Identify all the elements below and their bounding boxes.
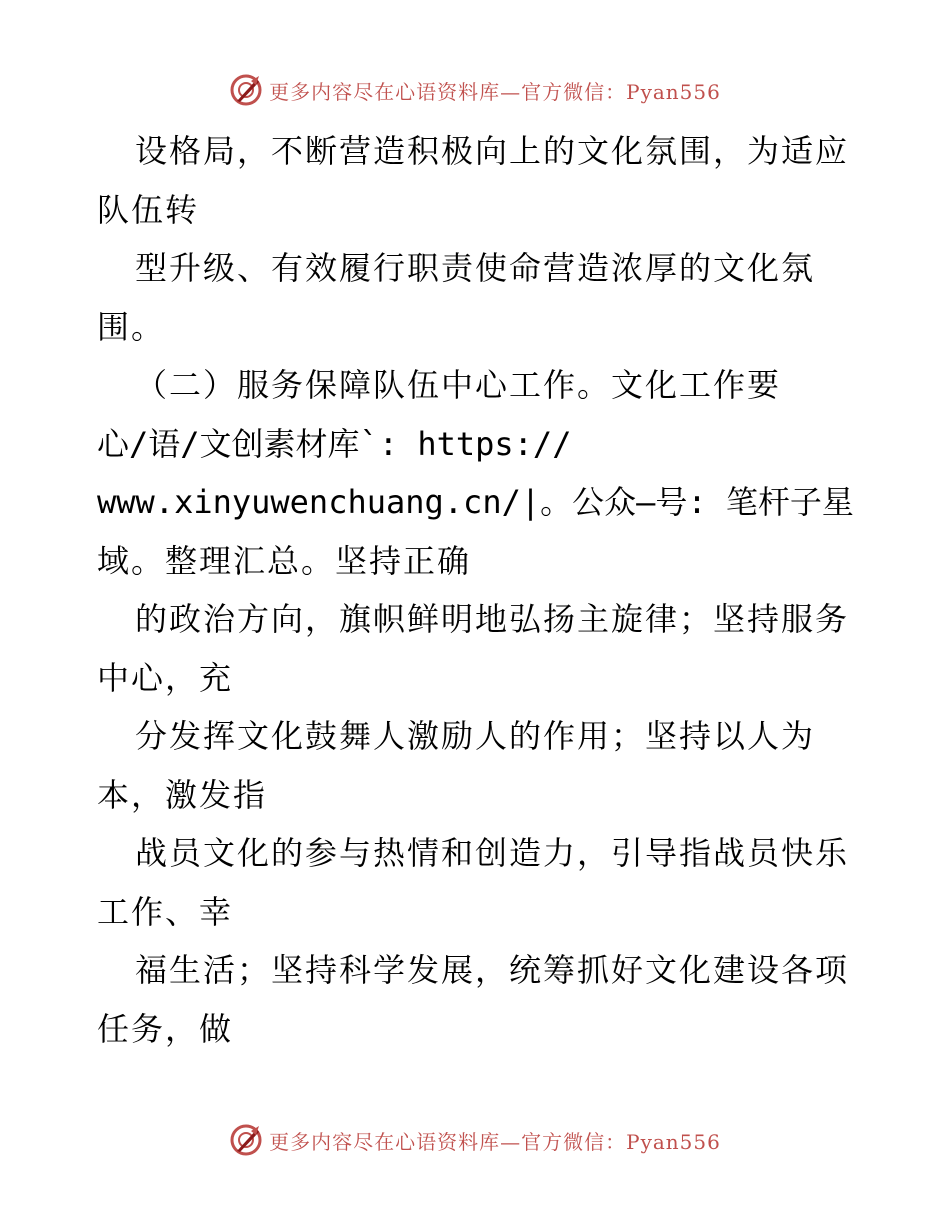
text-line: 心/语/文创素材库`: https://	[97, 424, 572, 463]
text-line: 型升级、有效履行职责使命营造浓厚的文化氛	[135, 249, 816, 287]
watermark-text: 更多内容尽在心语资料库—官方微信：Pyan556	[269, 1129, 721, 1154]
text-line: 福生活；坚持科学发展，统筹抓好文化建设各项	[135, 951, 850, 989]
text-line: 围。	[97, 307, 166, 346]
text-line: 任务，做	[97, 1009, 234, 1048]
quill-logo-icon	[229, 1123, 263, 1157]
text-line: 域。整理汇总。坚持正确	[97, 541, 472, 580]
section-heading-line: （二）服务保障队伍中心工作。文化工作要	[135, 366, 782, 404]
footer-watermark-banner	[0, 1120, 950, 1160]
text-line: 工作、幸	[97, 892, 234, 931]
text-line: 中心，充	[97, 658, 234, 697]
text-line: www.xinyuwenchuang.cn/|。公众—号: 笔杆子星	[97, 483, 854, 521]
text-line: 设格局，不断营造积极向上的文化氛围，为适应	[135, 132, 850, 170]
header-watermark-banner	[0, 70, 950, 110]
document-body	[97, 122, 857, 1058]
text-line: 战员文化的参与热情和创造力，引导指战员快乐	[135, 834, 850, 872]
text-line: 队伍转	[97, 190, 200, 229]
text-line: 本，激发指	[97, 775, 268, 814]
text-line: 分发挥文化鼓舞人激励人的作用；坚持以人为	[135, 717, 816, 755]
watermark-text: 更多内容尽在心语资料库—官方微信：Pyan556	[269, 79, 721, 104]
quill-logo-icon	[229, 73, 263, 107]
text-line: 的政治方向，旗帜鲜明地弘扬主旋律；坚持服务	[135, 600, 850, 638]
